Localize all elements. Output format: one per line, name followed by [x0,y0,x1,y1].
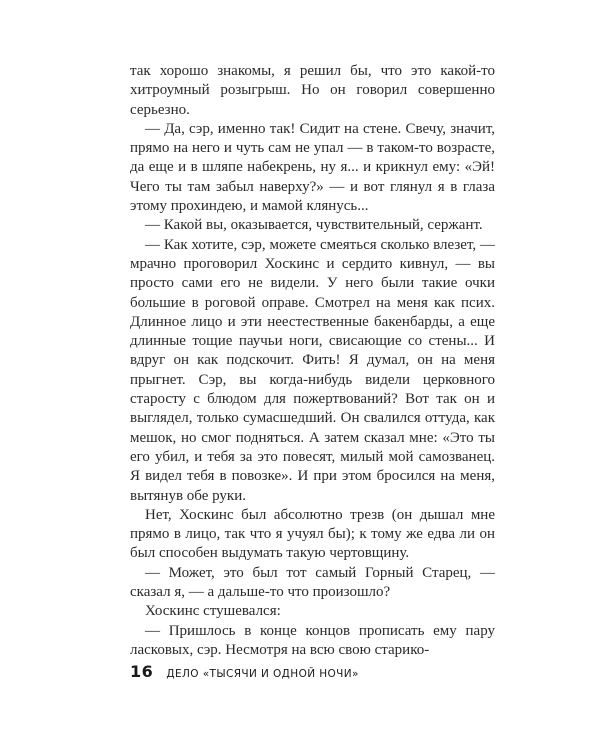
running-title: ДЕЛО «ТЫСЯЧИ И ОДНОЙ НОЧИ» [166,668,359,680]
paragraph-3: — Какой вы, оказывается, чувствительный, сержант. [145,217,483,234]
paragraph-5: Нет, Хоскинс был абсолютно трезв (он дышал мне прямо в лицо, так что я учуял бы); к тому же едва ли он был способен выдумать такую чертовщину. [130,506,495,562]
paragraph-7: Хоскинс стушевался: [145,603,281,620]
paragraph-1: так хорошо знакомы, я решил бы, что это какой-то хитроумный розыгрыш. Но он говорил совершенно серьезно. [130,63,495,118]
paragraph-2: — Да, сэр, именно так! Сидит на стене. Свечу, значит, прямо на него и чуть сам не упал — в таком-то возрасте, да еще и в шляпе набекрень, ну я... и крикнул ему: «Эй! Чего ты там забыл наверху?» — и вот глянул я в глаза этому прохиндею, и мамой клянусь... [130,120,495,215]
page-number: 16 [130,662,154,681]
paragraph-4: — Как хотите, сэр, можете смеяться сколько влезет, — мрачно проговорил Хоскинс и сердито кивнул, — вы просто сами его не видели. У него были такие очки большие в роговой оправе. Смотрел на меня как псих. Длинное лицо и эти неестественные бакенбарды, а еще длинные тощие паучьи ноги, свисающие со стены... И вдруг он как подскочит. Фить! Я думал, он на меня прыгнет. Сэр, вы когда-нибудь видели церковного старосту с блюдом для пожертвований? Вот так он и выглядел, только сумасшедший. Он свалился оттуда, как мешок, но смог подняться. А затем сказал мне: «Это ты его убил, и тебя за это повесят, милый мой самозванец. Я видел тебя в повозке». И при этом бросился на меня, вытянув обе руки. [130,236,495,504]
paragraph-8: — Пришлось в конце концов прописать ему пару ласковых, сэр. Несмотря на всю свою старико- [130,622,495,658]
body-text [130,62,495,660]
page-footer [130,662,359,681]
paragraph-6: — Может, это был тот самый Горный Старец, — сказал я, — а дальше-то что произошло? [130,564,495,601]
